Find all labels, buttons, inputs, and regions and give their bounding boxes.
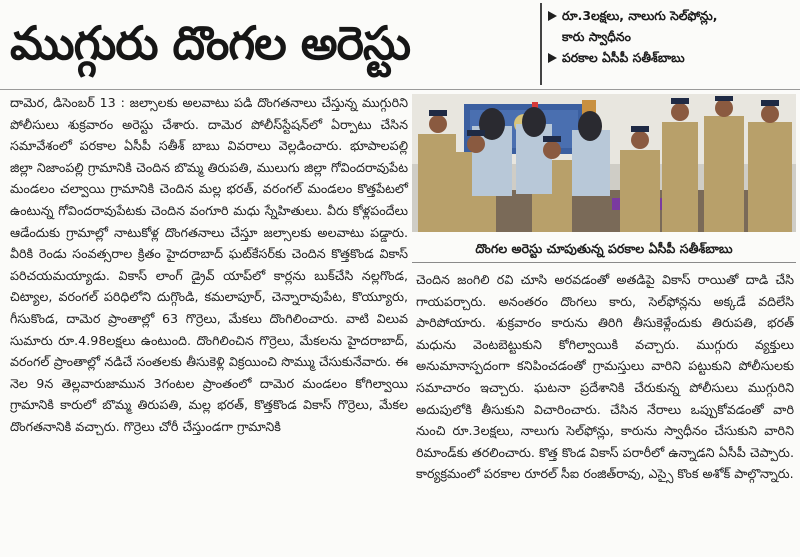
headline: ముగ్గురు దొంగల అరెస్టు [10,16,411,70]
headline-divider [0,89,800,90]
highlight-item [548,47,797,69]
photo-caption: దొంగల అరెస్టు చూపుతున్న పరకాల ఏసీపీ సతీశ్‌బాబు [412,236,796,263]
police-group-photo-image [412,94,796,232]
triangle-bullet-icon [548,53,557,63]
triangle-bullet-icon [548,11,557,21]
news-photo [412,94,796,232]
highlight-text: రూ.3లక్షలు, నాలుగు సెల్‌ఫోన్లు, [562,8,718,23]
article-column-right [416,269,794,551]
highlight-item [548,5,797,27]
article-column-left [10,92,408,552]
article-body-left: దామెర, డిసెంబర్ 13 : జల్సాలకు అలవాటు పడి దొంగతనాలు చేస్తున్న ముగ్గురిని పోలీసులు శుక్రవారం అరెస్టు చేశారు. దామెర పోలీస్‌స్టేషన్‌లో ఏర్పాటు చేసిన సమావేశంలో పరకాల ఏసీపీ సతీశ్ బాబు వివరాలు వెల్లడించారు. భూపాలపల్లి జిల్లా నిజాంపల్లి గ్రామానికి చెందిన బొమ్మ తిరుపతి, ములుగు జిల్లా గోవిందరావుపేట మండలం చల్వాయి గ్రామానికి చెందిన మల్ల భరత్, వరంగల్ మండలం కొత్తపేటలో ఉంటున్న గోవిందరావుపేటకు చెందిన వంగూరి మధు స్నేహితులు. వీరు కోళ్లపందేలు ఆడేందుకు గ్రామాల్లో నాటుకోళ్ల దొంగతనాలు చేస్తూ జల్సాలకు అలవాటు పడ్డారు. వీరికి రెండు సంవత్సరాల క్రితం హైదరాబాద్ ఘట్‌కేసర్‌కు చెందిన కొత్తకొండ వికాస్ పరిచయమయ్యాడు. వికాస్ లాంగ్ డ్రైవ్ యాప్‌లో కార్లను బుక్‌చేసి నల్లగొండ, చిట్యాల, వరంగల్ పరిధిలోని దుగ్గొండి, కమలాపూర్, చెన్నారావుపేట, కొయ్యూరు, గీసుకొండ, దామెర ప్రాంతాల్లో 63 గొర్రెలు, మేకలు దొంగిలించారు. వాటి విలువ సుమారు రూ.4.98లక్షలు ఉంటుంది. దొంగిలించిన గొర్రెలు, మేకలను హైదరాబాద్, వరంగల్ ప్రాంతాల్లో నడిచే సంతలకు తీసుకెళ్లి విక్రయించి సొమ్ము చేసుకునేవారు. ఈ నెల 9న తెల్లవారుజామున 3గంటల ప్రాంతంలో దామెర మండలం కోగిల్వాయి గ్రామానికి కారులో బొమ్మ తిరుపతి, మల్ల భరత్, కొత్తకొండ వికాస్ గొర్రెలు, మేకల దొంగతనానికి వచ్చారు. గొర్రెలు చోరీ చేస్తుండగా గ్రామానికి [10,95,408,434]
highlights-box [540,3,797,85]
highlight-text: పరకాల ఏసీపీ సతీశ్‌బాబు [562,50,685,65]
article-body-right: చెందిన జంగిలి రవి చూసి అరవడంతో అతడిపై వికాస్ రాయితో దాడి చేసి గాయపర్చారు. అనంతరం దొంగలు కారు, సెల్‌ఫోన్లను అక్కడే వదిలేసి పారిపోయారు. శుక్రవారం కారును తిరిగి తీసుకెళ్లేందుకు తిరుపతి, భరత్ మధును వెంటబెట్టుకుని కోగిల్వాయికి వచ్చారు. ముగ్గురు వ్యక్తులు అనుమానాస్పదంగా కనిపించడంతో గ్రామస్తులు వారిని పట్టుకుని పోలీసులకు సమాచారం ఇచ్చారు. ఘటనా ప్రదేశానికి చేరుకున్న పోలీసులు ముగ్గురిని అదుపులోకి తీసుకుని విచారించారు. చేసిన నేరాలు ఒప్పుకోవడంతో వారి నుంచి రూ.3లక్షలు, నాలుగు సెల్‌ఫోన్లు, కారును స్వాధీనం చేసుకుని వారిని రిమాండ్‌కు తరలించారు. కొత్త కొండ వికాస్ పరారీలో ఉన్నాడని ఏసీపీ చెప్పారు. కార్యక్రమంలో పరకాల రూరల్ సీఐ రంజిత్‌రావు, ఎస్సై కొంక అశోక్ పాల్గొన్నారు. [416,272,794,482]
highlight-continuation: కారు స్వాధీనం [562,29,631,44]
